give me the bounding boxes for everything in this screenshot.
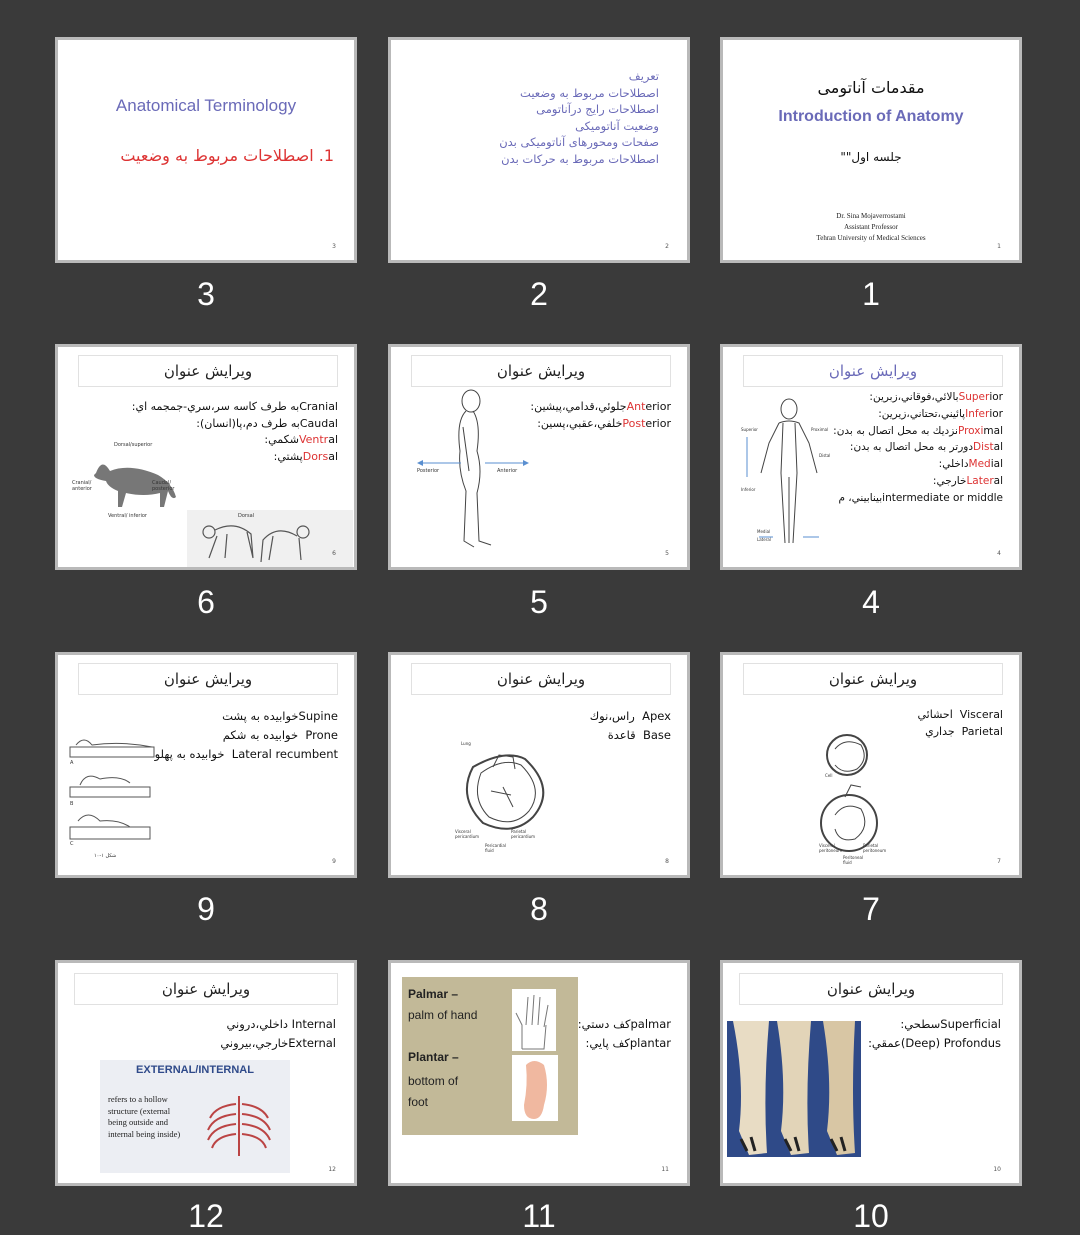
term-row: Ventralشكمي: (264, 433, 338, 446)
term-list (220, 1015, 336, 1053)
term-row: Externalخارجي،بيروني (220, 1036, 336, 1050)
page-number: 8 (665, 858, 669, 865)
term-row: Supineخوابيده به پشت (222, 709, 338, 723)
arm-dissection-photo (727, 1021, 861, 1157)
slide-number: 10 (853, 1198, 889, 1234)
term-row: Lateral recumbent خوابيده به پهلو (154, 747, 338, 761)
slide-number: 2 (530, 276, 548, 312)
page-number: 9 (332, 858, 336, 865)
term-row: Visceral احشائي (917, 708, 1003, 721)
term-list (530, 399, 671, 432)
palmar-title: Palmar – (408, 987, 459, 1001)
label-distal: Distal (819, 453, 831, 458)
slide-number: 9 (197, 891, 215, 927)
term-row: Posteriorخلفي،عقبي،پسين: (537, 416, 671, 430)
slide-thumbnail-6[interactable] (55, 344, 357, 570)
slide-thumbnail-10[interactable] (720, 960, 1022, 1186)
slide-number: 8 (530, 891, 548, 927)
foot-image (512, 1055, 558, 1121)
page-number: 5 (665, 550, 669, 557)
term-row: Prone خوابيده به شكم (222, 728, 338, 742)
label-parietal-peritoneum: Parietal peritoneum (863, 843, 887, 853)
slide-title: ویرایش عنوان (739, 973, 1003, 1005)
slide-number: 12 (188, 1198, 224, 1234)
slide-number: 7 (862, 891, 880, 927)
label-pericardial-fluid: Pericardial fluid (485, 843, 506, 853)
figure-caption: شكل ١-١٠ (94, 853, 117, 859)
label-inferior: Inferior (741, 487, 756, 492)
page-number: 3 (332, 243, 336, 250)
label-b: B (70, 801, 74, 807)
term-row: Internal داخلي،دروني (226, 1017, 336, 1031)
author-university: Tehran University of Medical Sciences (816, 234, 926, 242)
term-row: intermediate or middleبينابيني، م (838, 491, 1003, 504)
slide-thumbnail-4[interactable] (720, 344, 1022, 570)
page-number: 4 (997, 550, 1001, 557)
term-row: Caudalبه طرف دم،پا(انسان): (196, 416, 338, 430)
label-superior: Superior (741, 427, 758, 432)
slide-thumbnail-5[interactable] (388, 344, 690, 570)
slide-title-en: Introduction of Anatomy (778, 108, 964, 125)
term-list (868, 1015, 1001, 1053)
slide-thumbnail-8[interactable] (388, 652, 690, 878)
label-proximal: Proximal (811, 427, 829, 432)
term-row: plantarكف پايي: (585, 1036, 671, 1050)
list-item: تعریف (628, 69, 659, 83)
term-row: Anteriorجلوئي،قدامي،پيشين: (530, 400, 671, 413)
palmar-plantar-panel (402, 977, 578, 1135)
page-number: 10 (993, 1166, 1001, 1173)
term-row: Superiorبالائي،فوقاني،زبرين: (869, 391, 1003, 403)
label-dorsal: Dorsal (238, 513, 255, 519)
label-c: C (70, 841, 74, 847)
hand-image (512, 989, 556, 1051)
label-cell: Cell (825, 773, 833, 778)
author-name: Dr. Sina Mojaverrostami (836, 212, 906, 220)
term-row: Medialداخلي: (938, 458, 1003, 471)
label-peritoneal-fluid: Peritoneal fluid (843, 855, 864, 865)
term-row: Parietal جداري (925, 724, 1003, 738)
term-row: Dorsalپشتي: (273, 449, 338, 463)
crawling-figures-illustration (187, 510, 353, 568)
slide-number: 5 (530, 584, 548, 620)
slide-title: ویرایش عنوان (411, 663, 671, 695)
page-number: 1 (997, 243, 1001, 250)
label-visceral-pericardium: Visceral pericardium (455, 829, 480, 839)
session-label: جلسه اول"" (840, 150, 902, 164)
list-item: وضعیت آناتومیکی (575, 118, 659, 133)
term-row: Base قاعدة (607, 728, 671, 742)
slide-number: 11 (522, 1198, 556, 1234)
lying-positions-illustration (68, 723, 158, 853)
label-visceral-peritoneum: Visceral peritoneum (819, 843, 843, 853)
term-list (833, 389, 1003, 507)
slide-thumbnail-9[interactable] (55, 652, 357, 878)
term-row: Proximalنزديك به محل اتصال به بدن: (833, 424, 1003, 437)
external-internal-box (100, 1060, 290, 1173)
slide-title-fa: مقدمات آناتومی (817, 78, 925, 97)
term-row: palmarكف دستي: (577, 1017, 671, 1031)
label-posterior: Posterior (417, 468, 440, 474)
page-number: 2 (665, 243, 669, 250)
term-row: Inferiorپائيني،تحتاني،زيرين: (878, 407, 1003, 420)
box-text: refers to a hollow structure (external being outside and internal being inside) (108, 1094, 181, 1139)
term-row: Apex راس،نوك (589, 709, 671, 723)
term-row: Distalدورتر به محل اتصال به بدن: (849, 441, 1003, 454)
slide-thumbnail-3[interactable] (55, 37, 357, 263)
author-position: Assistant Professor (844, 223, 898, 231)
page-number: 6 (332, 550, 336, 557)
slide-title: ویرایش عنوان (74, 973, 338, 1005)
anterior-figure-illustration (737, 397, 837, 547)
slide-number: 3 (197, 276, 215, 312)
slide-number: 1 (862, 276, 880, 312)
label-parietal-pericardium: Parietal pericardium (511, 829, 536, 839)
term-row: Superficialسطحي: (900, 1017, 1001, 1031)
label-ventral-inferior: Ventral/ inferior (108, 513, 147, 519)
term-list (155, 707, 338, 764)
label-anterior: Anterior (497, 468, 518, 474)
agenda-list (499, 68, 659, 167)
slide-thumbnail-1[interactable] (720, 37, 1022, 263)
box-title: EXTERNAL/INTERNAL (136, 1064, 254, 1076)
label-medial: Medial (757, 529, 771, 534)
slide-title: ویرایش عنوان (411, 355, 671, 387)
slide-thumbnail-11[interactable] (388, 960, 690, 1186)
label-dorsal-superior: Dorsal/superior (114, 442, 153, 448)
slide-title: Anatomical Terminology (115, 96, 297, 115)
slide-title: ویرایش عنوان (743, 663, 1003, 695)
page-number: 12 (328, 1166, 336, 1173)
label-lateral: Lateral (757, 537, 771, 542)
ribcage-illustration (192, 1090, 286, 1162)
term-row: (Deep) Profondusعمقي: (868, 1036, 1001, 1050)
list-item: اصطلاحات مربوط به حرکات بدن (501, 151, 659, 166)
label-lung: Lung (461, 741, 471, 746)
term-list (590, 707, 671, 745)
slide-number: 6 (197, 584, 215, 620)
plantar-desc: bottom of foot (408, 1074, 459, 1109)
palmar-desc: palm of hand (408, 1008, 478, 1022)
term-list (578, 1015, 671, 1053)
slide-thumbnail-12[interactable] (55, 960, 357, 1186)
term-list (918, 707, 1003, 740)
page-number: 11 (661, 1166, 669, 1173)
label-a: A (70, 760, 74, 766)
term-row: Lateralخارجي: (932, 474, 1003, 487)
slide-title: ویرایش عنوان (78, 355, 338, 387)
page-number: 7 (997, 858, 1001, 865)
label-caudal-posterior: Caudal/ posterior (152, 480, 175, 492)
list-item: صفحات ومحورهای آناتومیکی بدن (499, 135, 659, 149)
slide-title: ویرایش عنوان (743, 355, 1003, 387)
slide-thumbnail-2[interactable] (388, 37, 690, 263)
slide-number: 4 (862, 584, 880, 620)
heart-pericardium-illustration (453, 747, 553, 837)
list-item: اصطلاحات رایج درآناتومی (536, 102, 659, 116)
term-row: Cranialبه طرف كاسه سر،سري-جمجمه اي: (131, 400, 338, 413)
slide-subtitle: 1. اصطلاحات مربوط به وضعیت (120, 146, 334, 165)
slide-thumbnail-7[interactable] (720, 652, 1022, 878)
list-item: اصطلاحات مربوط به وضعیت (520, 85, 659, 100)
label-cranial-anterior: Cranial/ anterior (72, 480, 92, 492)
plantar-title: Plantar – (408, 1050, 459, 1064)
slide-title: ویرایش عنوان (78, 663, 338, 695)
